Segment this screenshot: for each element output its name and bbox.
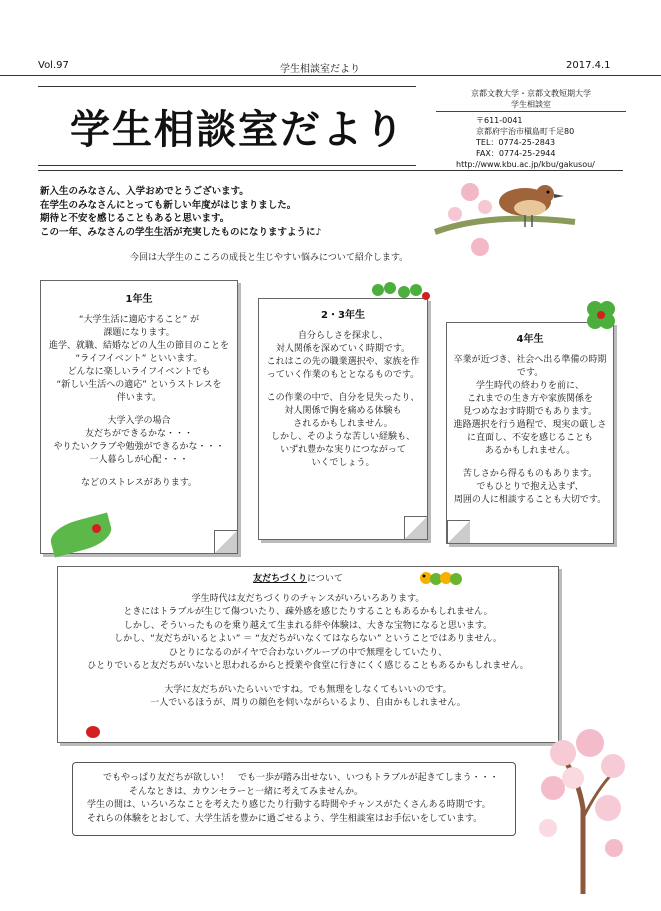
year4-line: 卒業が近づき、社会へ出る準備の時期 xyxy=(453,355,607,365)
address-block xyxy=(436,88,626,170)
closing-line: でもやっぱり友だちが欲しい！ でも一歩が踏み出せない、いつもトラブルが起きてしまう・・・ xyxy=(103,773,499,783)
year4-line: 進路選択を行う過程で、現実の厳しさ xyxy=(453,420,607,430)
page-curl xyxy=(447,520,470,543)
friends-line: ひとりでいると友だちがいないと思われるからと授業や食堂に行きにくく感じることもあるかもしれません。 xyxy=(87,661,529,671)
page-title: 学生相談室だより xyxy=(70,107,406,153)
closing-message xyxy=(72,762,516,836)
ladybug-icon xyxy=(92,524,101,533)
year4-spacer xyxy=(447,458,613,468)
address-postal: 〒611-0041 xyxy=(476,116,523,125)
address-office: 学生相談室 xyxy=(436,99,626,112)
ladybug-icon xyxy=(86,726,100,738)
friends-line: しかし、“友だちがいるとよい” ＝ “友だちがいなくてはならない” ということではありません。 xyxy=(114,634,502,644)
address-tel: TEL：0774-25-2843 xyxy=(476,138,556,147)
address-street: 京都府宇治市槇島町千足80 xyxy=(476,127,575,136)
title-rule-full xyxy=(38,170,623,171)
page-curl xyxy=(214,530,237,553)
intro-line: 在学生のみなさんにとっても新しい年度がはじまりました。 xyxy=(40,199,297,211)
year23-line: しかし、そのような苦しい経験も、 xyxy=(270,432,415,442)
year23-heading: 2・3年生 xyxy=(321,310,365,321)
header-name: 学生相談室だより xyxy=(280,64,360,75)
friends-line: 一人でいるほうが、周りの顔色を伺いながらいるより、自由かもしれません。 xyxy=(150,698,466,708)
year4-line: です。 xyxy=(516,368,544,378)
friends-line: しかし、そういったものを乗り越えて生まれる絆や体験は、大きな宝物になると思います。 xyxy=(123,620,493,631)
caterpillar-icon xyxy=(418,566,470,590)
year23-line: 自分らしさを探求し、 xyxy=(297,331,388,341)
friends-line: ときにはトラブルが生じて傷ついたり、疎外感を感じたりすることもあるかもしれません。 xyxy=(123,607,493,617)
year4-line: 苦しさから得るものもあります。 xyxy=(462,469,598,479)
clover-ladybug-icon xyxy=(584,298,618,332)
note-year1 xyxy=(40,280,238,554)
year4-heading: 4年生 xyxy=(516,334,544,345)
volume-number: Vol.97 xyxy=(38,60,69,71)
friends-line: 大学に友だちがいたらいいですね。でも無理をしなくてもいいのです。 xyxy=(164,684,452,695)
intro-line: 期待と不安を感じることもあると思います。 xyxy=(40,213,230,224)
year23-line: いずれ豊かな実りにつながって xyxy=(280,445,406,455)
address-url[interactable]: http://www.kbu.ac.jp/kbu/gakusou/ xyxy=(456,160,595,169)
page-curl xyxy=(404,516,427,539)
year1-line: 課題になります。 xyxy=(103,328,175,338)
title-rule-bottom xyxy=(38,165,416,166)
year1-spacer xyxy=(41,405,237,415)
header-rule xyxy=(0,75,661,76)
year1-line: どんなに楽しいライフイベントでも xyxy=(67,367,211,377)
year4-line: に直面し、不安を感じることも xyxy=(466,433,593,443)
year4-line: これまでの生き方や家族関係を xyxy=(466,394,593,404)
intro-line: 新入生のみなさん、入学おめでとうございます。 xyxy=(40,186,249,197)
year1-line: 伴います。 xyxy=(116,393,162,403)
title-rule-top xyxy=(38,86,416,87)
year4-line: 見つめなおす時期でもあります。 xyxy=(462,407,598,417)
year23-spacer xyxy=(259,382,427,392)
year23-line: これはこの先の職業選択や、家族を作 xyxy=(266,357,420,367)
address-fax: FAX：0774-25-2944 xyxy=(476,149,556,158)
bird-illustration xyxy=(430,172,580,277)
friends-heading-suffix: について xyxy=(307,574,343,584)
year1-line: やりたいクラブや勉強ができるかな・・・ xyxy=(53,442,225,452)
year1-line: “新しい生活への適応” というストレスを xyxy=(56,380,222,390)
closing-line: そんなときは、カウンセラーと一緒に考えてみませんか。 xyxy=(129,786,364,797)
year4-line: 周囲の人に相談することも大切です。 xyxy=(453,495,607,505)
year1-line: 友だちができるかな・・・ xyxy=(84,429,193,439)
friends-title xyxy=(38,573,558,587)
friends-line: ひとりになるのがイヤで合わないグループの中で無理をしていたり、 xyxy=(168,647,448,658)
year23-line: この作業の中で、自分を見失ったり、 xyxy=(266,393,420,403)
closing-line: 学生の間は、いろいろなことを考えたり感じたり行動する時間やチャンスがたくさんある時期です。 xyxy=(87,800,491,810)
closing-line: それらの体験をとおして、大学生活を豊かに過ごせるよう、学生相談室はお手伝いをしています。 xyxy=(87,813,483,824)
year1-line: “ライフイベント” といいます。 xyxy=(75,354,203,364)
year23-line: されるかもしれません。 xyxy=(293,419,393,429)
friends-section xyxy=(57,566,559,743)
address-org: 京都文教大学・京都文教短期大学 xyxy=(471,89,591,98)
note-year4 xyxy=(446,322,614,544)
year1-line: 一人暮らしが心配・・・ xyxy=(89,455,189,465)
year4-line: あるかもしれません。 xyxy=(484,446,576,456)
issue-date: 2017.4.1 xyxy=(566,60,611,71)
lead-text: 今回は大学生のこころの成長と生じやすい悩みについて紹介します。 xyxy=(130,253,409,263)
year4-line: でもひとりで抱え込まず、 xyxy=(476,482,584,492)
year1-line: などのストレスがあります。 xyxy=(80,478,197,488)
year23-line: 対人関係を深めていく時期です。 xyxy=(275,344,411,354)
friends-heading: 友だちづくり xyxy=(253,574,308,584)
year1-line: “大学生活に適応すること” が xyxy=(78,315,200,325)
intro-line: この一年、みなさんの学生生活が充実したものになりますように♪ xyxy=(40,226,322,238)
clover-icon xyxy=(368,278,438,308)
friends-line: 学生時代は友だちづくりのチャンスがいろいろあります。 xyxy=(191,593,425,604)
year1-heading: 1年生 xyxy=(125,294,153,305)
year1-line: 進学、就職、結婚などの人生の節目のことを xyxy=(48,341,229,351)
year1-spacer xyxy=(41,467,237,477)
year4-line: 学生時代の終わりを前に、 xyxy=(475,381,584,391)
note-year23 xyxy=(258,298,428,540)
year23-line: いくでしょう。 xyxy=(311,458,375,468)
cherry-tree-illustration xyxy=(528,718,628,894)
year1-line: 大学入学の場合 xyxy=(107,416,171,426)
friends-spacer xyxy=(58,674,558,684)
year23-line: っていく作業のもととなるものです。 xyxy=(266,370,420,380)
intro-text xyxy=(40,185,322,239)
year23-line: 対人関係で胸を痛める体験も xyxy=(284,406,402,416)
